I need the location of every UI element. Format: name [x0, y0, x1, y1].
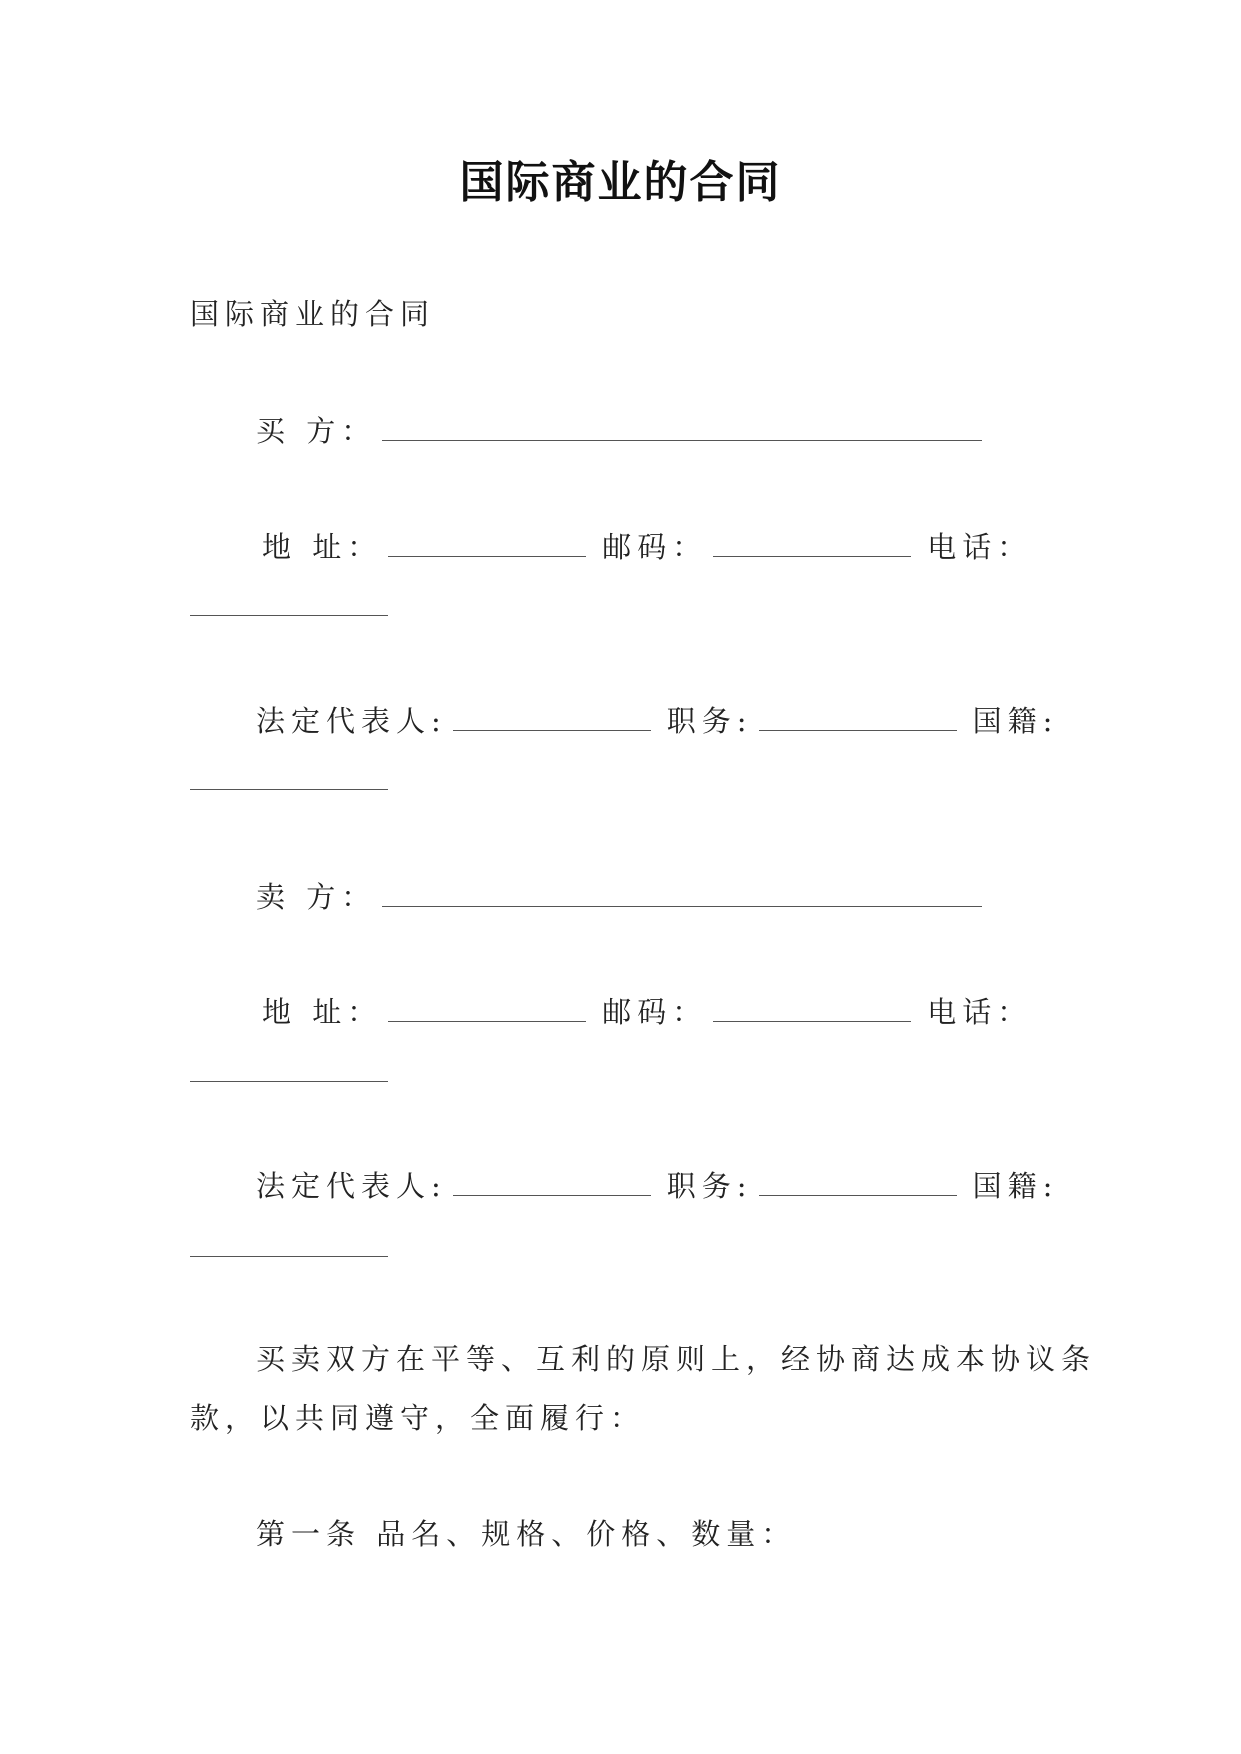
buyer-position-blank[interactable]: [759, 702, 957, 731]
article-1-heading: 第一条 品名、规格、价格、数量：: [256, 1517, 797, 1551]
buyer-postcode-label: 邮码：: [602, 530, 708, 564]
buyer-party-line: [256, 412, 988, 449]
seller-rep-line: [256, 1167, 1058, 1204]
seller-address-blank[interactable]: [388, 993, 586, 1022]
document-subtitle: 国际商业的合同: [190, 297, 436, 331]
seller-nationality-label: 国籍:: [972, 1169, 1059, 1203]
buyer-phone-blank[interactable]: [190, 614, 388, 616]
buyer-contact-line: [262, 528, 1032, 565]
seller-phone-blank[interactable]: [190, 1080, 388, 1082]
buyer-party-label: 买 方：: [256, 414, 377, 448]
buyer-name-blank[interactable]: [382, 412, 982, 441]
seller-position-label: 职务:: [666, 1169, 753, 1203]
seller-name-blank[interactable]: [382, 878, 982, 907]
buyer-nationality-blank[interactable]: [190, 788, 388, 790]
buyer-address-label: 地 址：: [262, 530, 383, 564]
buyer-nationality-label: 国籍:: [972, 704, 1059, 738]
preamble-line-1: 买卖双方在平等、互利的原则上，经协商达成本协议条: [256, 1342, 1097, 1376]
seller-contact-line: [262, 993, 1032, 1030]
seller-rep-label: 法定代表人:: [256, 1169, 447, 1203]
seller-address-label: 地 址：: [262, 995, 383, 1029]
preamble-line-2: 款，以共同遵守，全面履行：: [190, 1401, 646, 1435]
buyer-rep-line: [256, 702, 1058, 739]
buyer-position-label: 职务:: [666, 704, 753, 738]
seller-phone-label: 电话：: [927, 995, 1033, 1029]
seller-postcode-label: 邮码：: [602, 995, 708, 1029]
document-title: 国际商业的合同: [459, 157, 782, 208]
buyer-postcode-blank[interactable]: [713, 528, 911, 557]
seller-position-blank[interactable]: [759, 1167, 957, 1196]
buyer-address-blank[interactable]: [388, 528, 586, 557]
buyer-phone-label: 电话：: [927, 530, 1033, 564]
seller-party-line: [256, 878, 988, 915]
buyer-rep-label: 法定代表人:: [256, 704, 447, 738]
seller-party-label: 卖 方：: [256, 880, 377, 914]
seller-rep-blank[interactable]: [453, 1167, 651, 1196]
buyer-rep-blank[interactable]: [453, 702, 651, 731]
seller-nationality-blank[interactable]: [190, 1255, 388, 1257]
seller-postcode-blank[interactable]: [713, 993, 911, 1022]
